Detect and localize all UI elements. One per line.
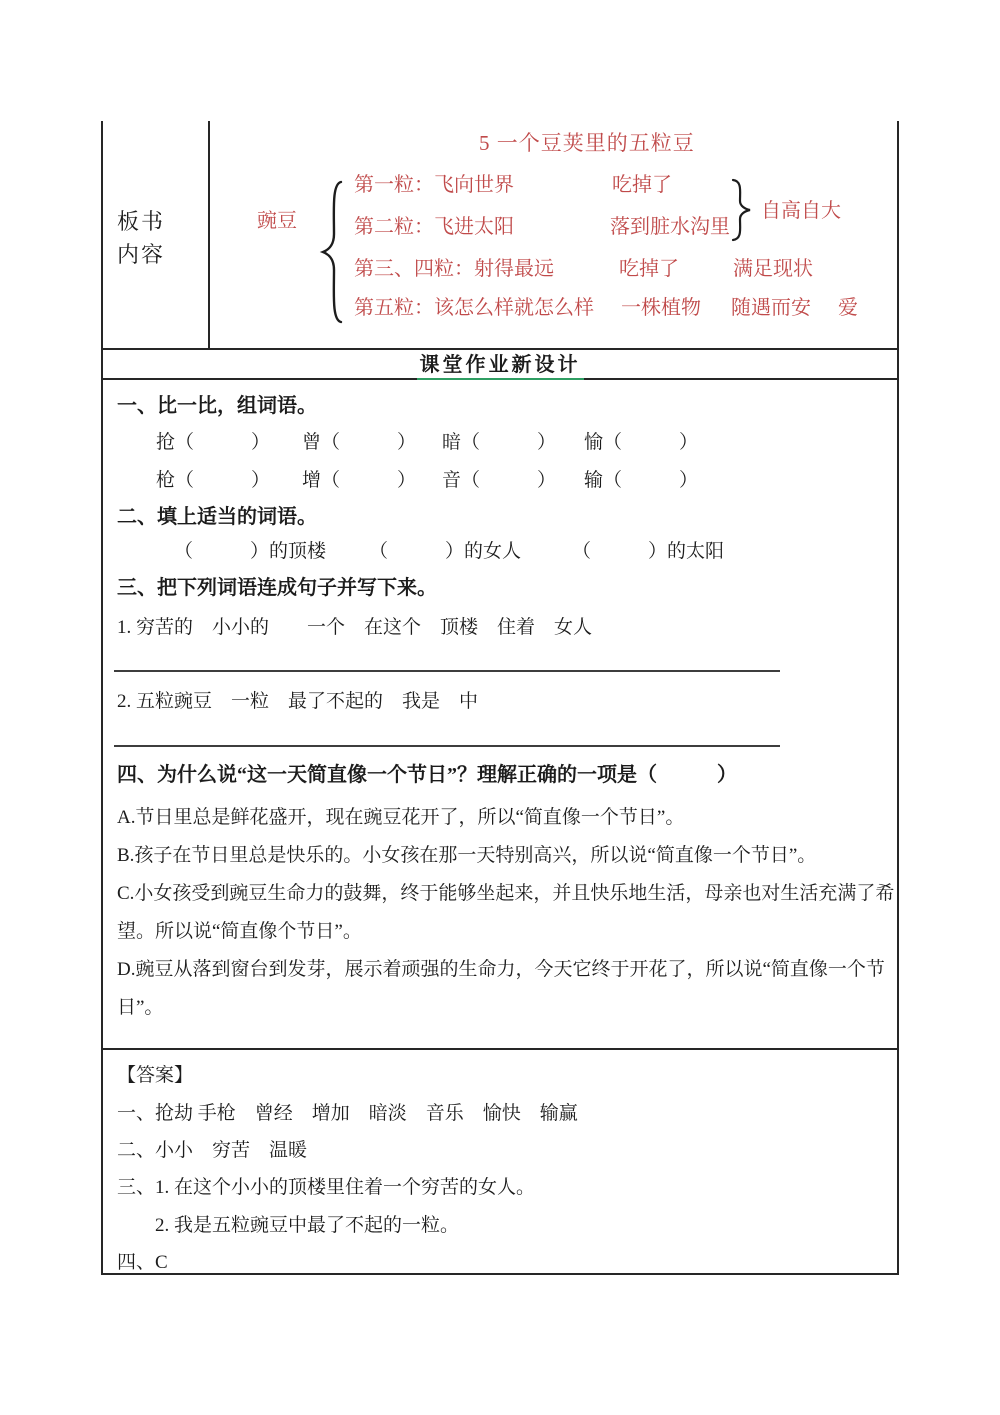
q1-r2-item2: 增（ ） — [302, 470, 417, 491]
board-row4-col1: 第五粒：该怎么样就怎么样 — [354, 297, 594, 319]
q2-title: 二、填上适当的词语。 — [117, 506, 317, 528]
q1-r2-item4: 输（ ） — [584, 470, 699, 491]
board-row1-col2: 吃掉了 — [612, 174, 672, 196]
board-row — [103, 121, 897, 350]
q2-item2: （ ）的女人 — [369, 541, 522, 562]
q1-r1-item2: 曾（ ） — [302, 432, 417, 453]
left-brace-icon — [318, 179, 344, 325]
q4-option-d: D.豌豆从落到窗台到发芽，展示着顽强的生命力，今天它终于开花了，所以说“简直像一个节日”。 — [117, 959, 885, 1018]
q4-option-b: B.孩子在节日里总是快乐的。小女孩在那一天特别高兴，所以说“简直像一个节日”。 — [117, 845, 817, 866]
board-row4-col4: 爱 — [838, 297, 858, 319]
q4-option-a: A.节日里总是鲜花盛开，现在豌豆花开了，所以“简直像一个节日”。 — [117, 807, 685, 828]
q2-item3: （ ）的太阳 — [572, 541, 725, 562]
board-subject: 豌豆 — [257, 210, 297, 232]
board-row3-col2: 吃掉了 — [619, 258, 679, 280]
q3-item2: 2. 五粒豌豆 一粒 最了不起的 我是 中 — [117, 691, 479, 712]
board-row2-col1: 第二粒：飞进太阳 — [354, 216, 514, 238]
answer-writing-line-2 — [114, 745, 780, 747]
board-row1-col1: 第一粒：飞向世界 — [354, 174, 514, 196]
homework-header-title: 课堂作业新设计 — [417, 353, 584, 380]
board-row3-col1: 第三、四粒：射得最远 — [354, 258, 554, 280]
board-label-cell — [103, 121, 210, 348]
q3-item1: 1. 穷苦的 小小的 一个 在这个 顶楼 住着 女人 — [117, 617, 593, 638]
board-row4-col2: 一株植物 — [621, 297, 701, 319]
board-content-cell — [210, 121, 897, 348]
q1-title: 一、比一比，组词语。 — [117, 395, 317, 417]
exercises-cell — [103, 380, 897, 1050]
answer-3-2: 2. 我是五粒豌豆中最了不起的一粒。 — [155, 1215, 460, 1236]
q4-title: 四、为什么说“这一天简直像一个节日”？理解正确的一项是（ ） — [117, 764, 737, 786]
board-row4-col3: 随遇而安 — [731, 297, 811, 319]
answer-3-1: 三、1. 在这个小小的顶楼里住着一个穷苦的女人。 — [117, 1177, 536, 1198]
answer-4: 四、C — [117, 1252, 168, 1273]
lesson-table — [101, 121, 899, 1275]
answer-2: 二、小小 穷苦 温暖 — [117, 1140, 308, 1161]
board-label-text — [117, 205, 165, 271]
answers-header: 【答案】 — [117, 1065, 194, 1086]
q1-r2-item3: 音（ ） — [442, 470, 557, 491]
q2-item1: （ ）的顶楼 — [174, 541, 327, 562]
q1-r1-item4: 愉（ ） — [584, 432, 699, 453]
answer-writing-line-1 — [114, 670, 780, 672]
q1-r2-item1: 枪（ ） — [156, 470, 271, 491]
board-label-line1: 板书 — [117, 209, 166, 234]
board-row2-col2: 落到脏水沟里 — [610, 216, 730, 238]
answer-1: 一、抢劫 手枪 曾经 增加 暗淡 音乐 愉快 输赢 — [117, 1103, 578, 1124]
q1-r1-item3: 暗（ ） — [442, 432, 557, 453]
homework-header-row — [103, 350, 897, 380]
board-brace-note: 自高自大 — [761, 200, 841, 222]
q3-title: 三、把下列词语连成句子并写下来。 — [117, 577, 437, 599]
right-brace-icon — [731, 178, 753, 242]
board-lesson-title: 5 一个豆荚里的五粒豆 — [479, 131, 695, 155]
board-row3-col3: 满足现状 — [733, 258, 813, 280]
q4-option-c: C.小女孩受到豌豆生命力的鼓舞，终于能够坐起来，并且快乐地生活，母亲也对生活充满了希望。所以说“简直像个节日”。 — [117, 883, 895, 942]
q4-options — [117, 799, 903, 1027]
board-label-line2: 内容 — [117, 242, 166, 267]
answers-cell — [103, 1050, 897, 1273]
q1-r1-item1: 抢（ ） — [156, 432, 271, 453]
